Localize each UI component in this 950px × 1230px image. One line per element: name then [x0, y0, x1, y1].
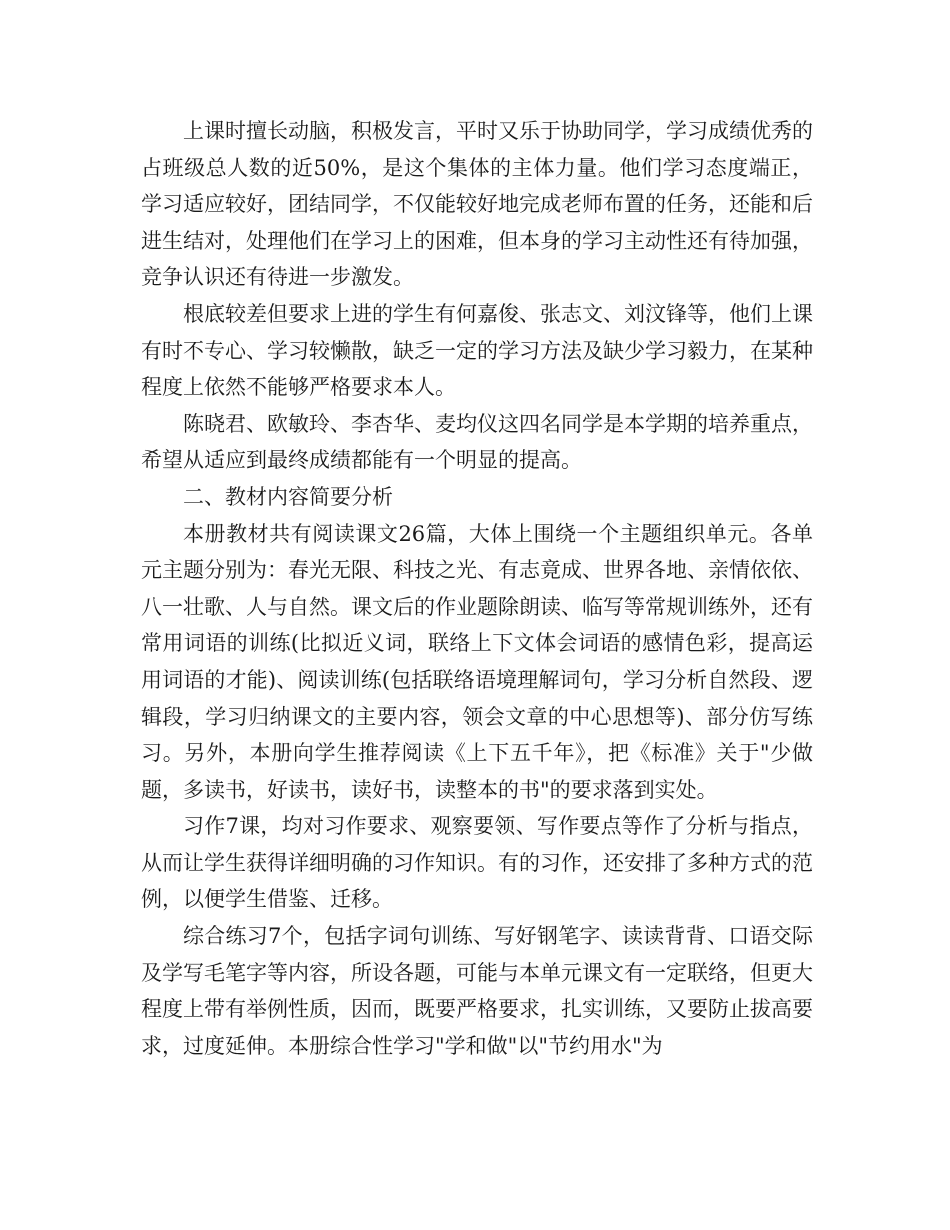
- paragraph-exercises: 综合练习7个，包括字词句训练、写好钢笔字、读读背背、口语交际及学写毛笔字等内容，所设各题，可能与本单元课文有一定联络，但更大程度上带有举例性质，因而，既要严格要求，扎实训练，又要防止拔高要求，过度延伸。本册综合性学习"学和做"以"节约用水"为: [141, 924, 813, 1058]
- paragraph-student-weak: 根底较差但要求上进的学生有何嘉俊、张志文、刘汶锋等，他们上课有时不专心、学习较懒散，缺乏一定的学习方法及缺少学习毅力，在某种程度上依然不能够严格要求本人。: [141, 301, 813, 400]
- paragraph-writing: 习作7课，均对习作要求、观察要领、写作要点等作了分析与指点，从而让学生获得详细明确的习作知识。有的习作，还安排了多种方式的范例，以便学生借鉴、迁移。: [141, 814, 813, 912]
- paragraph-student-focus: 陈晓君、欧敏玲、李杏华、麦均仪这四名同学是本学期的培养重点，希望从适应到最终成绩都能有一个明显的提高。: [141, 411, 813, 473]
- paragraph-student-strong: 上课时擅长动脑，积极发言，平时又乐于协助同学，学习成绩优秀的占班级总人数的近50%，是这个集体的主体力量。他们学习态度端正，学习适应较好，团结同学，不仅能较好地完成老师布置的任务，还能和后进生结对，处理他们在学习上的困难，但本身的学习主动性还有待加强，竞争认识还有待进一步激发。: [141, 119, 813, 290]
- document-body: [141, 113, 813, 1064]
- section-heading-textbook-analysis: 二、教材内容简要分析: [183, 484, 393, 509]
- paragraph-reading-texts: 本册教材共有阅读课文26篇，大体上围绕一个主题组织单元。各单元主题分别为：春光无限、科技之光、有志竟成、世界各地、亲情依依、八一壮歌、人与自然。课文后的作业题除朗读、临写等常规训练外，还有常用词语的训练(比拟近义词，联络上下文体会词语的感情色彩，提高运用词语的才能)、阅读训练(包括联络语境理解词句，学习分析自然段、逻辑段，学习归纳课文的主要内容，领会文章的中心思想等)、部分仿写练习。另外，本册向学生推荐阅读《上下五千年》，把《标准》关于"少做题，多读书，好读书，读好书，读整本的书"的要求落到实处。: [141, 521, 813, 802]
